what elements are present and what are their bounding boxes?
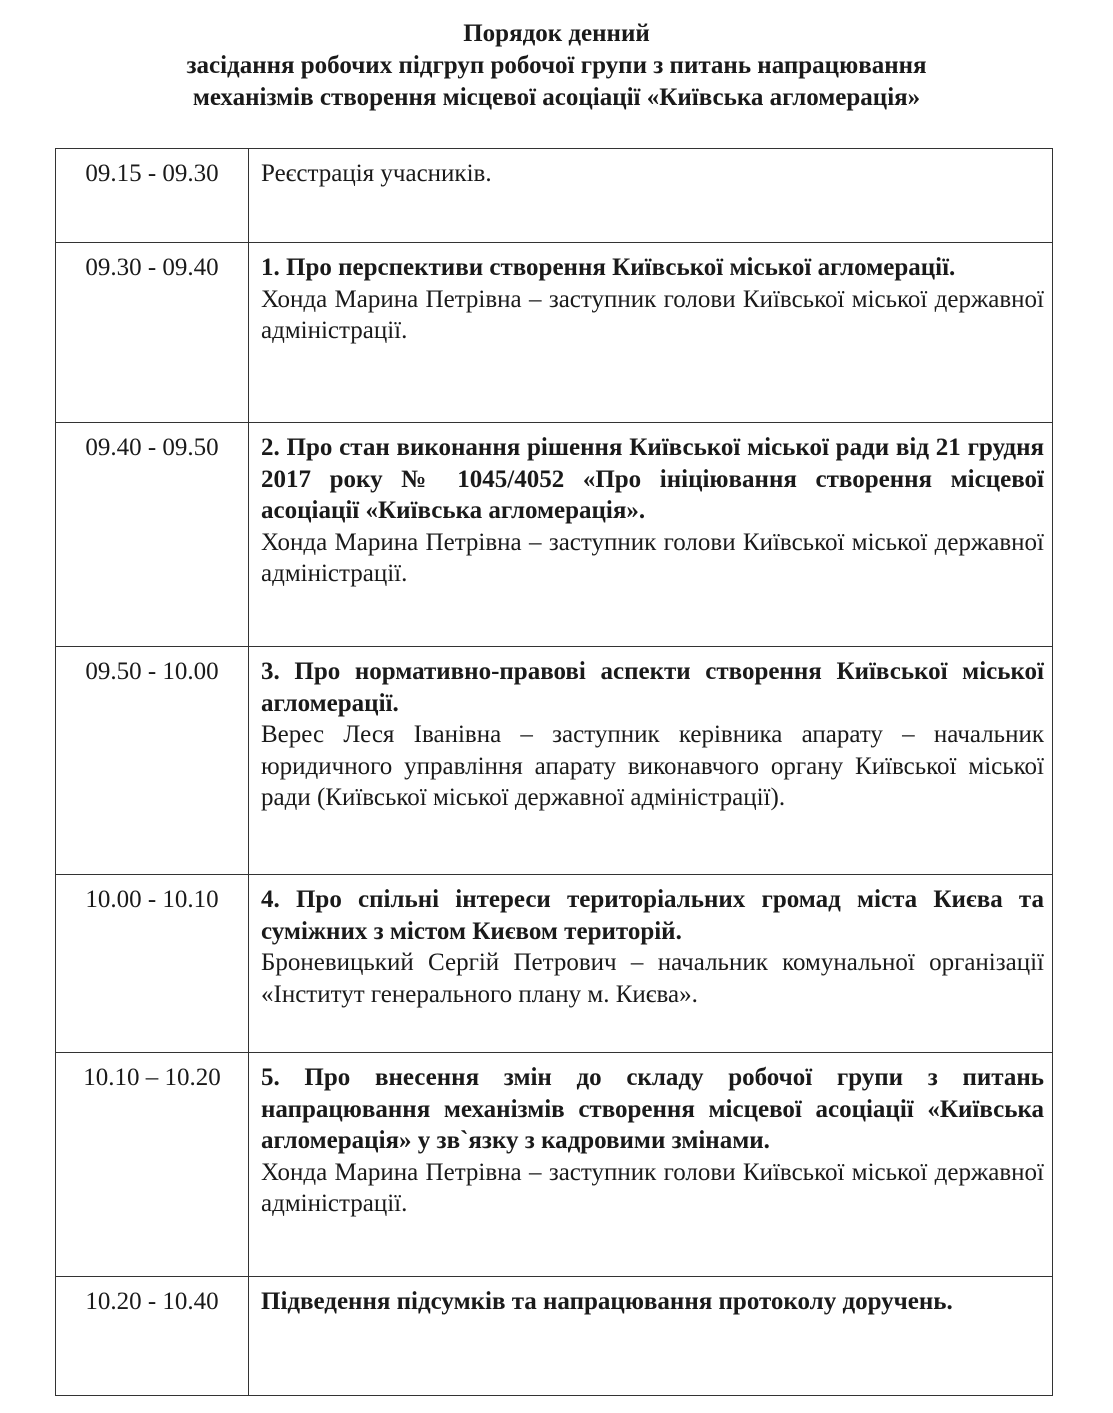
agenda-row-summary xyxy=(56,1277,1053,1396)
agenda-row-item-2 xyxy=(56,423,1053,647)
agenda-time: 09.50 - 10.00 xyxy=(56,647,249,875)
agenda-topic: 5. Про внесення змін до складу робочої групи з питань напрацювання механізмів створення місцевої асоціації «Київська агломерація» у зв`язку з кадровими змінами. xyxy=(261,1064,1044,1154)
agenda-speaker: Хонда Марина Петрівна – заступник голови Київської міської державної адміністрації. xyxy=(261,528,1044,587)
agenda-content xyxy=(249,1053,1053,1277)
agenda-text: Реєстрація учасників. xyxy=(261,160,492,187)
agenda-time: 09.15 - 09.30 xyxy=(56,149,249,243)
heading-line-2: засідання робочих підгруп робочої групи з питань напрацювання xyxy=(186,52,927,79)
agenda-topic: 2. Про стан виконання рішення Київської міської ради від 21 грудня 2017 року № 1045/4052 «Про ініціювання створення місцевої асоціації «Київська агломерація». xyxy=(261,434,1044,524)
agenda-time: 10.00 - 10.10 xyxy=(56,875,249,1053)
agenda-speaker: Броневицький Сергій Петрович – начальник комунальної організації «Інститут генерального плану м. Києва». xyxy=(261,949,1044,1008)
agenda-row-item-4 xyxy=(56,875,1053,1053)
agenda-content xyxy=(249,875,1053,1053)
agenda-speaker: Хонда Марина Петрівна – заступник голови Київської міської державної адміністрації. xyxy=(261,1158,1044,1217)
heading-line-3: механізмів створення місцевої асоціації «Київська агломерація» xyxy=(192,84,921,111)
agenda-speaker: Хонда Марина Петрівна – заступник голови Київської міської державної адміністрації. xyxy=(261,285,1044,344)
agenda-row-item-5 xyxy=(56,1053,1053,1277)
agenda-time: 10.10 – 10.20 xyxy=(56,1053,249,1277)
agenda-content xyxy=(249,149,1053,243)
agenda-content xyxy=(249,1277,1053,1396)
agenda-time: 09.30 - 09.40 xyxy=(56,243,249,423)
agenda-text: Підведення підсумків та напрацювання протоколу доручень. xyxy=(261,1288,953,1315)
heading-line-1: Порядок денний xyxy=(463,20,650,47)
agenda-row-item-1 xyxy=(56,243,1053,423)
agenda-time: 09.40 - 09.50 xyxy=(56,423,249,647)
agenda-topic: 3. Про нормативно-правові аспекти створення Київської міської агломерації. xyxy=(261,658,1044,717)
agenda-row-item-3 xyxy=(56,647,1053,875)
agenda-row-registration xyxy=(56,149,1053,243)
agenda-topic: 4. Про спільні інтереси територіальних громад міста Києва та суміжних з містом Києвом територій. xyxy=(261,886,1044,945)
document-heading xyxy=(0,18,1113,114)
agenda-topic: 1. Про перспективи створення Київської міської агломерації. xyxy=(261,254,956,281)
agenda-content xyxy=(249,423,1053,647)
agenda-speaker: Верес Леся Іванівна – заступник керівника апарату – начальник юридичного управління апарату виконавчого органу Київської міської ради (Київської міської державної адміністрації). xyxy=(261,721,1044,811)
agenda-content xyxy=(249,647,1053,875)
agenda-content xyxy=(249,243,1053,423)
agenda-table xyxy=(55,148,1053,1396)
agenda-time: 10.20 - 10.40 xyxy=(56,1277,249,1396)
